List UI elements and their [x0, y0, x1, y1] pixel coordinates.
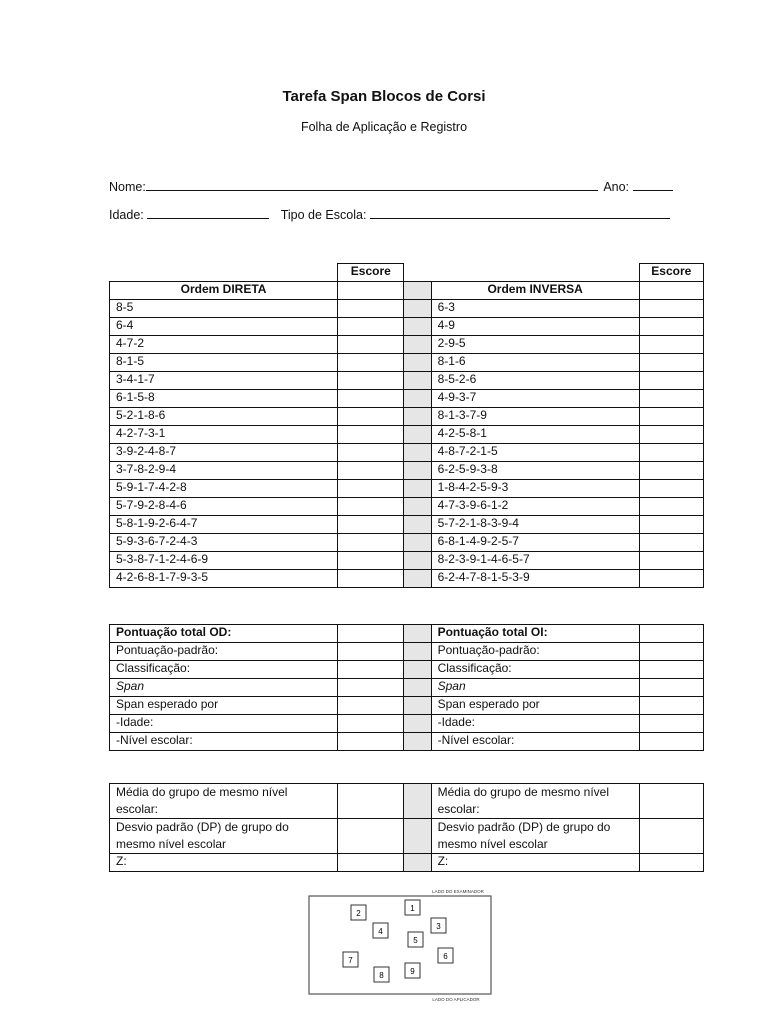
separator-cell	[404, 516, 431, 534]
separator-cell	[404, 854, 431, 872]
row-label-left: Desvio padrão (DP) de grupo do mesmo nível escolar	[110, 819, 338, 854]
score-cell-left[interactable]	[338, 498, 404, 516]
escore-header-inversa: Escore	[639, 264, 703, 282]
row-label-right: 6-3	[431, 300, 639, 318]
score-cell-right[interactable]	[639, 733, 703, 751]
block-7	[343, 952, 358, 967]
row-label-left: 3-9-2-4-8-7	[110, 444, 338, 462]
score-cell-left[interactable]	[338, 679, 404, 697]
sequence-row	[110, 300, 704, 318]
sequence-row	[110, 336, 704, 354]
row-label-left: 5-3-8-7-1-2-4-6-9	[110, 552, 338, 570]
ordem-direta-header: Ordem DIRETA	[110, 282, 338, 300]
row-label-right: 8-2-3-9-1-4-6-5-7	[431, 552, 639, 570]
row-label-right: 6-2-4-7-8-1-5-3-9	[431, 570, 639, 588]
separator-cell	[404, 390, 431, 408]
score-cell-right[interactable]	[639, 534, 703, 552]
row-label-right: 1-8-4-2-5-9-3	[431, 480, 639, 498]
board-outline	[309, 896, 491, 994]
score-cell-left[interactable]	[338, 733, 404, 751]
row-label-left: Span	[110, 679, 338, 697]
score-cell-right[interactable]	[639, 498, 703, 516]
score-cell-left[interactable]	[338, 462, 404, 480]
row-label-left: Pontuação total OD:	[110, 625, 338, 643]
row-label-left: -Idade:	[110, 715, 338, 733]
sequences-table	[109, 263, 704, 588]
separator-cell	[404, 354, 431, 372]
score-cell-left[interactable]	[338, 390, 404, 408]
block-number: 2	[356, 909, 361, 918]
separator-cell	[404, 318, 431, 336]
row-label-left: Span esperado por	[110, 697, 338, 715]
score-cell-left[interactable]	[338, 625, 404, 643]
separator-cell	[404, 643, 431, 661]
blank-cell	[110, 264, 338, 282]
totals-row	[110, 625, 704, 643]
row-label-right: 4-9-3-7	[431, 390, 639, 408]
escore-header-direta: Escore	[338, 264, 404, 282]
score-cell-right[interactable]	[639, 408, 703, 426]
sequence-row	[110, 426, 704, 444]
row-label-left: 4-2-6-8-1-7-9-3-5	[110, 570, 338, 588]
row-label-left: Pontuação-padrão:	[110, 643, 338, 661]
blank-cell	[404, 264, 431, 282]
row-label-left: 3-7-8-2-9-4	[110, 462, 338, 480]
separator-cell	[404, 552, 431, 570]
block-3	[431, 918, 446, 933]
score-cell-right[interactable]	[639, 480, 703, 498]
sequence-row	[110, 552, 704, 570]
score-cell-left[interactable]	[338, 552, 404, 570]
separator-cell	[404, 282, 431, 300]
block-1	[405, 900, 420, 915]
row-label-right: 5-7-2-1-8-3-9-4	[431, 516, 639, 534]
separator-cell	[404, 733, 431, 751]
row-label-right: 8-1-6	[431, 354, 639, 372]
blank-cell	[431, 264, 639, 282]
score-cell-left[interactable]	[338, 516, 404, 534]
row-label-right: 2-9-5	[431, 336, 639, 354]
separator-cell	[404, 819, 431, 854]
score-cell-left[interactable]	[338, 480, 404, 498]
separator-cell	[404, 697, 431, 715]
totals-row	[110, 679, 704, 697]
separator-cell	[404, 426, 431, 444]
separator-cell	[404, 498, 431, 516]
sequence-row	[110, 444, 704, 462]
block-4	[373, 923, 388, 938]
row-label-left: Média do grupo de mesmo nível escolar:	[110, 784, 338, 819]
score-cell-right[interactable]	[639, 643, 703, 661]
block-number: 7	[348, 956, 353, 965]
score-cell-left[interactable]	[338, 354, 404, 372]
block-number: 5	[413, 936, 418, 945]
blank-cell	[639, 282, 703, 300]
separator-cell	[404, 408, 431, 426]
block-number: 8	[379, 971, 384, 980]
board-bottom-label: LADO DO APLICADOR	[432, 997, 480, 1002]
score-cell-right[interactable]	[639, 336, 703, 354]
block-number: 6	[443, 952, 448, 961]
score-cell-left[interactable]	[338, 570, 404, 588]
sequence-row	[110, 390, 704, 408]
block-6	[438, 948, 453, 963]
row-label-left: 4-2-7-3-1	[110, 426, 338, 444]
separator-cell	[404, 336, 431, 354]
separator-cell	[404, 300, 431, 318]
row-label-left: 5-9-1-7-4-2-8	[110, 480, 338, 498]
tipo-escola-field[interactable]	[370, 206, 670, 219]
row-label-right: Classificação:	[431, 661, 639, 679]
score-cell-right[interactable]	[639, 552, 703, 570]
row-label-right: -Idade:	[431, 715, 639, 733]
score-cell-right[interactable]	[639, 570, 703, 588]
nome-field[interactable]	[146, 178, 598, 191]
score-cell-right[interactable]	[639, 697, 703, 715]
row-label-left: 4-7-2	[110, 336, 338, 354]
idade-escola-line	[109, 206, 670, 222]
score-cell-left[interactable]	[338, 643, 404, 661]
group-row	[110, 784, 704, 819]
ano-field[interactable]	[633, 178, 673, 191]
totals-row	[110, 697, 704, 715]
score-cell-left[interactable]	[338, 372, 404, 390]
totals-row	[110, 661, 704, 679]
block-number: 4	[378, 927, 383, 936]
block-number: 1	[410, 904, 415, 913]
totals-table	[109, 624, 704, 751]
score-cell-left[interactable]	[338, 426, 404, 444]
separator-cell	[404, 444, 431, 462]
row-label-right: Span	[431, 679, 639, 697]
sequence-row	[110, 480, 704, 498]
row-label-right: 4-8-7-2-1-5	[431, 444, 639, 462]
idade-label: Idade:	[109, 208, 144, 222]
score-cell-right[interactable]	[639, 854, 703, 872]
row-label-left: 6-1-5-8	[110, 390, 338, 408]
sequence-row	[110, 516, 704, 534]
row-label-right: -Nível escolar:	[431, 733, 639, 751]
score-cell-right[interactable]	[639, 819, 703, 854]
sequence-row	[110, 372, 704, 390]
row-label-left: 8-1-5	[110, 354, 338, 372]
score-cell-left[interactable]	[338, 697, 404, 715]
sequence-row	[110, 462, 704, 480]
row-label-left: 8-5	[110, 300, 338, 318]
page-title: Tarefa Span Blocos de Corsi	[282, 88, 486, 105]
sequence-row	[110, 318, 704, 336]
score-cell-left[interactable]	[338, 300, 404, 318]
score-cell-left[interactable]	[338, 715, 404, 733]
separator-cell	[404, 480, 431, 498]
totals-row	[110, 643, 704, 661]
separator-cell	[404, 570, 431, 588]
separator-cell	[404, 679, 431, 697]
row-label-left: Z:	[110, 854, 338, 872]
ano-label: Ano:	[603, 180, 630, 194]
group-table	[109, 783, 704, 872]
score-cell-right[interactable]	[639, 426, 703, 444]
row-label-left: 5-8-1-9-2-6-4-7	[110, 516, 338, 534]
separator-cell	[404, 715, 431, 733]
row-label-right: 6-8-1-4-9-2-5-7	[431, 534, 639, 552]
ordem-inversa-header: Ordem INVERSA	[431, 282, 639, 300]
separator-cell	[404, 661, 431, 679]
score-cell-right[interactable]	[639, 462, 703, 480]
row-label-right: 8-1-3-7-9	[431, 408, 639, 426]
corsi-board-figure	[306, 888, 498, 1006]
score-cell-left[interactable]	[338, 784, 404, 819]
row-label-right: Span esperado por	[431, 697, 639, 715]
row-label-left: Classificação:	[110, 661, 338, 679]
sequence-row	[110, 354, 704, 372]
separator-cell	[404, 372, 431, 390]
score-cell-right[interactable]	[639, 715, 703, 733]
score-cell-right[interactable]	[639, 372, 703, 390]
block-number: 9	[410, 967, 415, 976]
separator-cell	[404, 462, 431, 480]
score-cell-right[interactable]	[639, 300, 703, 318]
score-cell-right[interactable]	[639, 679, 703, 697]
row-label-right: Pontuação-padrão:	[431, 643, 639, 661]
score-cell-left[interactable]	[338, 408, 404, 426]
score-cell-left[interactable]	[338, 661, 404, 679]
score-cell-left[interactable]	[338, 318, 404, 336]
score-cell-right[interactable]	[639, 516, 703, 534]
group-row	[110, 819, 704, 854]
separator-cell	[404, 534, 431, 552]
block-9	[405, 963, 420, 978]
score-cell-right[interactable]	[639, 390, 703, 408]
group-row	[110, 854, 704, 872]
score-cell-left[interactable]	[338, 336, 404, 354]
row-label-left: 5-9-3-6-7-2-4-3	[110, 534, 338, 552]
separator-cell	[404, 625, 431, 643]
nome-label: Nome:	[109, 180, 146, 194]
row-label-left: 3-4-1-7	[110, 372, 338, 390]
score-cell-right[interactable]	[639, 784, 703, 819]
tipo-escola-label: Tipo de Escola:	[280, 208, 367, 222]
nome-ano-line	[109, 178, 673, 194]
score-cell-right[interactable]	[639, 661, 703, 679]
row-label-right: 4-9	[431, 318, 639, 336]
score-cell-left[interactable]	[338, 444, 404, 462]
row-label-right: Z:	[431, 854, 639, 872]
idade-field[interactable]	[147, 206, 269, 219]
sequence-row	[110, 408, 704, 426]
score-cell-left[interactable]	[338, 819, 404, 854]
score-cell-right[interactable]	[639, 354, 703, 372]
score-cell-left[interactable]	[338, 534, 404, 552]
sequence-row	[110, 534, 704, 552]
row-label-right: Pontuação total OI:	[431, 625, 639, 643]
row-label-right: 4-2-5-8-1	[431, 426, 639, 444]
row-label-right: Média do grupo de mesmo nível escolar:	[431, 784, 639, 819]
totals-row	[110, 715, 704, 733]
block-8	[374, 967, 389, 982]
row-label-left: 5-2-1-8-6	[110, 408, 338, 426]
block-number: 3	[436, 922, 441, 931]
row-label-right: 4-7-3-9-6-1-2	[431, 498, 639, 516]
score-cell-right[interactable]	[639, 444, 703, 462]
board-top-label: LADO DO EXAMINADOR	[432, 889, 484, 894]
sequence-row	[110, 570, 704, 588]
row-label-right: 6-2-5-9-3-8	[431, 462, 639, 480]
row-label-left: -Nível escolar:	[110, 733, 338, 751]
row-label-left: 6-4	[110, 318, 338, 336]
page-subtitle: Folha de Aplicação e Registro	[300, 120, 468, 134]
row-label-left: 5-7-9-2-8-4-6	[110, 498, 338, 516]
block-2	[351, 905, 366, 920]
totals-row	[110, 733, 704, 751]
blank-cell	[338, 282, 404, 300]
row-label-right: Desvio padrão (DP) de grupo do mesmo nível escolar	[431, 819, 639, 854]
block-5	[408, 932, 423, 947]
row-label-right: 8-5-2-6	[431, 372, 639, 390]
sequence-row	[110, 498, 704, 516]
score-cell-right[interactable]	[639, 625, 703, 643]
score-cell-right[interactable]	[639, 318, 703, 336]
separator-cell	[404, 784, 431, 819]
score-cell-left[interactable]	[338, 854, 404, 872]
